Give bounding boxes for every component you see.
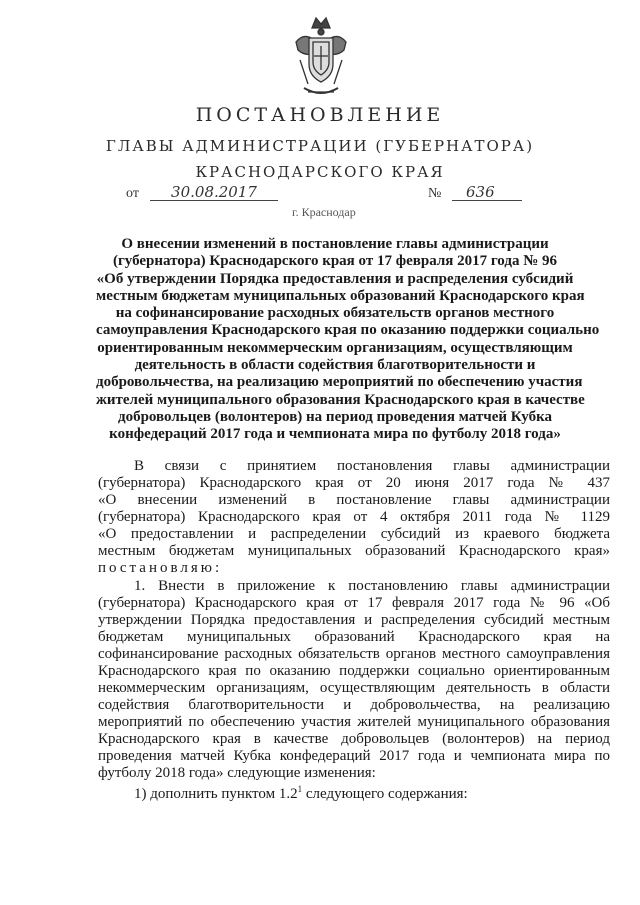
- coat-of-arms-icon: [292, 12, 350, 102]
- subclause-1-paragraph: [98, 786, 610, 803]
- document-title: [96, 236, 600, 444]
- subclause-text-end: следующего содержания:: [302, 786, 468, 802]
- body-line: (губернатора) Краснодарского края от 20 июня 2017 года № 437: [98, 475, 610, 491]
- body-line: В связи с принятием постановления главы администрации: [134, 458, 610, 474]
- title-line: местным бюджетам муниципальных образований Краснодарского края: [96, 287, 585, 304]
- body-line: софинансирование расходных обязательств органов местного самоуправления: [98, 646, 610, 662]
- title-line: добровольцев (волонтеров) на период проведения матчей Кубка: [117, 408, 553, 425]
- title-line: деятельность в области содействия благотворительности и: [134, 357, 536, 374]
- title-line: конфедераций 2017 года и чемпионата мира по футболу 2018 года»: [109, 426, 561, 443]
- title-line: О внесении изменений в постановление главы администрации: [121, 236, 549, 252]
- decree-word: постановляю:: [98, 560, 223, 576]
- date-value: 30.08.2017: [150, 184, 278, 201]
- body-line: 1. Внести в приложение к постановлению главы администрации: [134, 578, 610, 594]
- body-line: некоммерческим организациям, осуществляющим деятельность в области: [98, 680, 610, 696]
- issuer-heading: ГЛАВЫ АДМИНИСТРАЦИИ (ГУБЕРНАТОРА): [105, 137, 535, 155]
- title-line: ориентированным некоммерческим организациям, осуществляющим: [97, 339, 573, 356]
- body-line: Краснодарского края по оказанию поддержки социально ориентированным: [98, 663, 610, 679]
- region-heading: КРАСНОДАРСКОГО КРАЯ: [195, 163, 445, 181]
- body-line: футболу 2018 года» следующие изменения:: [98, 765, 376, 781]
- body-line: «О предоставлении и распределении субсидий из краевого бюджета: [98, 526, 610, 542]
- title-line: добровольчества, на реализацию мероприятий по обеспечению участия: [96, 374, 583, 391]
- body-line: бюджетам муниципальных образований Краснодарского края на: [98, 629, 610, 645]
- body-line: проведения матчей Кубка конфедераций 2017 года и чемпионата мира по: [98, 748, 610, 764]
- subclause-text: 1) дополнить пунктом 1.2: [134, 786, 298, 802]
- title-line: на софинансирование расходных обязательств органов местного: [115, 305, 555, 322]
- number-value: 636: [452, 184, 522, 201]
- superscript-index: 1: [297, 784, 303, 794]
- preamble-paragraph: [98, 458, 610, 577]
- date-label: от: [126, 186, 139, 201]
- body-line: (губернатора) Краснодарского края от 4 октября 2011 года № 1129: [98, 509, 610, 525]
- body-line: «О внесении изменений в постановление главы администрации: [98, 492, 610, 508]
- body-line: Краснодарского края в качестве добровольцев (волонтеров) на период: [98, 731, 610, 747]
- title-line: жителей муниципального образования Краснодарского края в качестве: [96, 391, 585, 408]
- body-line: содействия благотворительности и добровольчества, на реализацию: [98, 697, 610, 713]
- clause-1-paragraph: [98, 578, 610, 782]
- subclause-line: [98, 786, 610, 803]
- body-line: утверждении Порядка предоставления и распределения субсидий местным: [98, 612, 610, 628]
- number-label: №: [428, 186, 442, 201]
- title-line: (губернатора) Краснодарского края от 17 февраля 2017 года № 96: [112, 253, 558, 270]
- title-line: «Об утверждении Порядка предоставления и распределения субсидий: [96, 270, 574, 287]
- body-line: мероприятий по обеспечению участия жителей муниципального образования: [98, 714, 610, 730]
- body-line: местным бюджетам муниципальных образований Краснодарского края»: [98, 543, 610, 559]
- body-line: (губернатора) Краснодарского края от 17 февраля 2017 года № 96 «Об: [98, 595, 610, 611]
- title-line: самоуправления Краснодарского края по оказанию поддержки социально: [96, 322, 600, 339]
- document-type-heading: ПОСТАНОВЛЕНИЕ: [195, 104, 445, 126]
- city-label: г. Краснодар: [292, 205, 356, 219]
